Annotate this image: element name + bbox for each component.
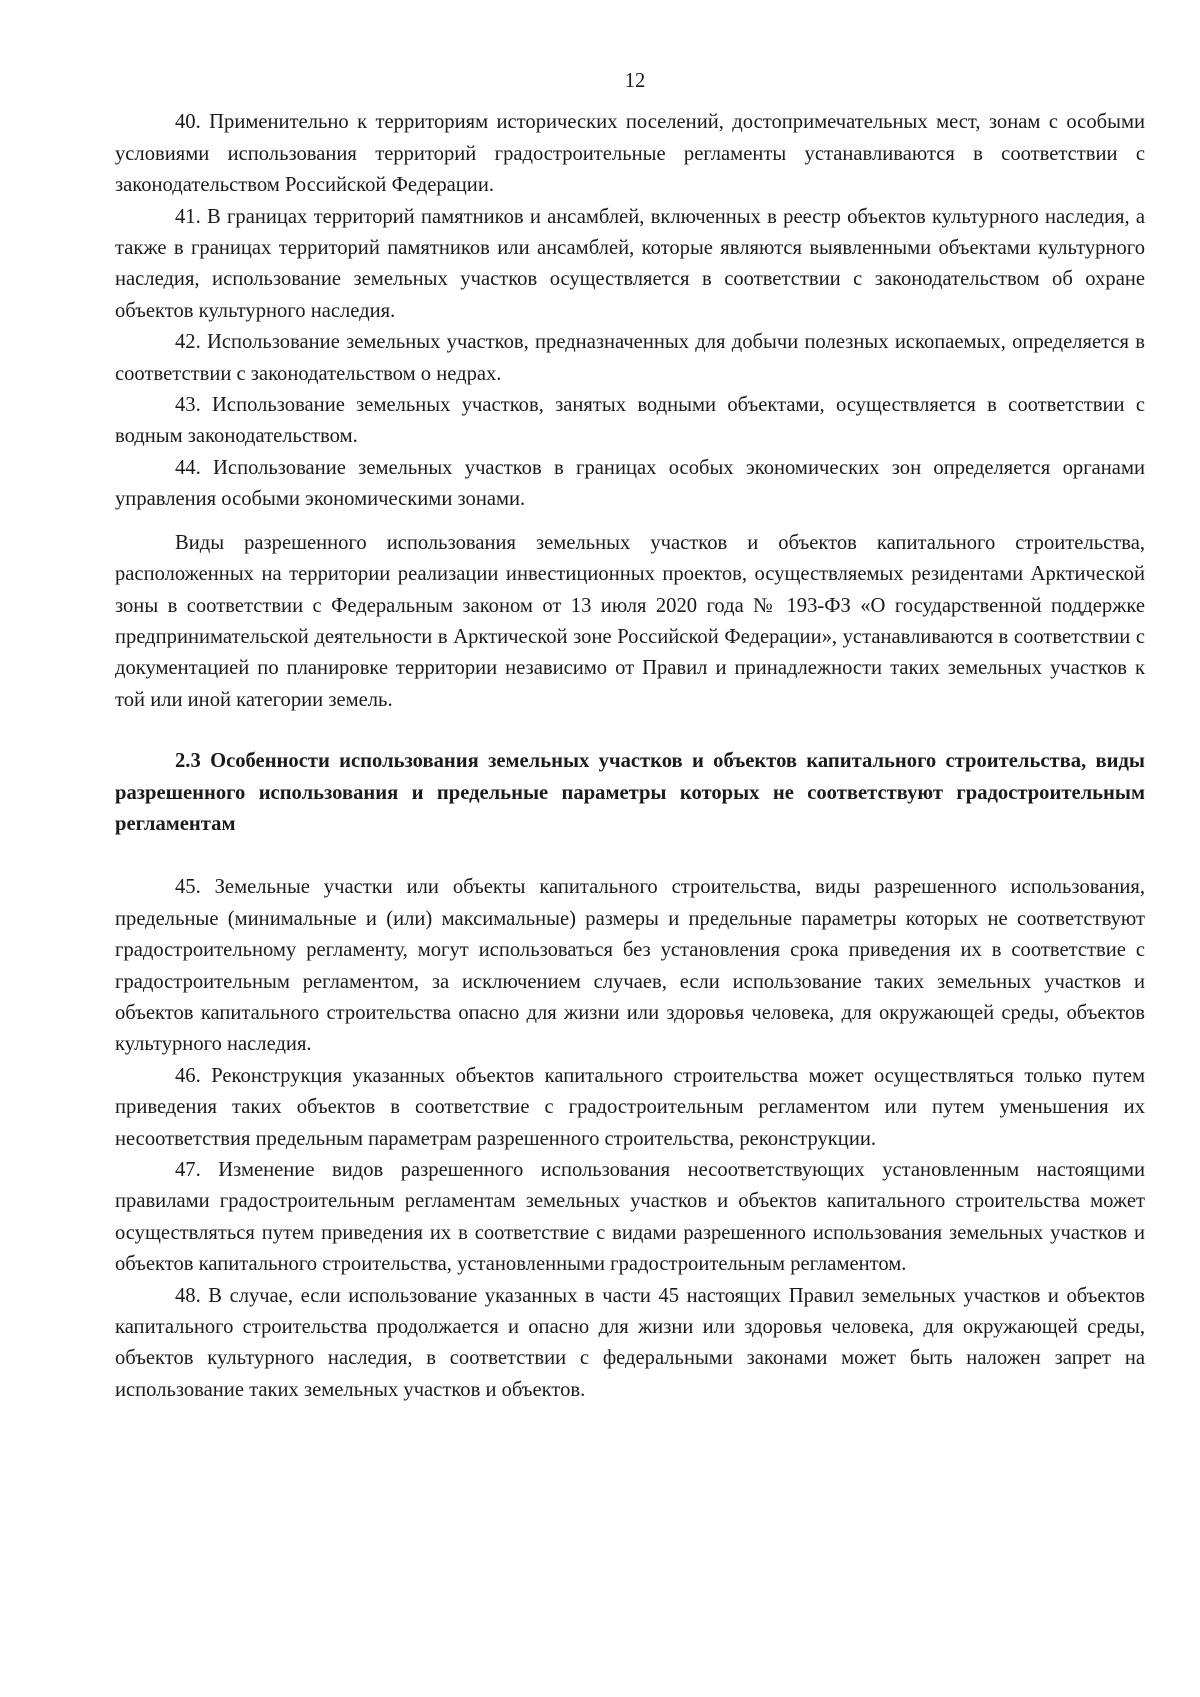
paragraph-48: 48. В случае, если использование указанных в части 45 настоящих Правил земельных участков и объектов капитального строительства продолжается и опасно для жизни или здоровья человека, для окружающей среды, объектов культурного наследия, в соответствии с федеральными законами может быть наложен запрет на использование таких земельных участков и объектов. [115,1284,1145,1401]
paragraph-arctic-zone: Виды разрешенного использования земельных участков и объектов капитального строительства, расположенных на территории реализации инвестиционных проектов, осуществляемых резидентами Арктической зоны в соответствии с Федеральным законом от 13 июля 2020 года № 193-ФЗ «О государственной поддержке предпринимательской деятельности в Арктической зоне Российской Федерации», устанавливаются в соответствии с документацией по планировке территории независимо от Правил и принадлежности таких земельных участков к той или иной категории земель. [115,531,1145,711]
paragraph-44: 44. Использование земельных участков в границах особых экономических зон определяется органами управления особыми экономическими зонами. [115,456,1145,511]
paragraph-46: 46. Реконструкция указанных объектов капитального строительства может осуществляться только путем приведения таких объектов в соответствие с градостроительным регламентом или путем уменьшения их несоответствия предельным параметрам разрешенного строительства, реконструкции. [115,1064,1145,1150]
paragraph-42: 42. Использование земельных участков, предназначенных для добычи полезных ископаемых, определяется в соответствии с законодательством о недрах. [115,331,1145,385]
paragraph-41: 41. В границах территорий памятников и ансамблей, включенных в реестр объектов культурного наследия, а также в границах территорий памятников или ансамблей, которые являются выявленными объектами культурного наследия, использование земельных участков осуществляется в соответствии с законодательством об охране объектов культурного наследия. [115,205,1145,322]
paragraph-45: 45. Земельные участки или объекты капитального строительства, виды разрешенного использования, предельные (минимальные и (или) максимальные) размеры и предельные параметры которых не соответствуют градостроительному регламенту, могут использоваться без установления срока приведения их в соответствие с градостроительным регламентом, за исключением случаев, если использование таких земельных участков и объектов капитального строительства опасно для жизни или здоровья человека, для окружающей среды, объектов культурного наследия. [115,876,1145,1056]
paragraph-43: 43. Использование земельных участков, занятых водными объектами, осуществляется в соответствии с водным законодательством. [115,394,1145,448]
page-number: 12 [624,70,646,92]
paragraph-40: 40. Применительно к территориям исторических поселений, достопримечательных мест, зонам с особыми условиями использования территорий градостроительные регламенты устанавливаются в соответствии с законодательством Российской Федерации. [115,111,1145,197]
paragraph-47: 47. Изменение видов разрешенного использования несоответствующих установленным настоящими правилами градостроительным регламентам земельных участков и объектов капитального строительства может осуществляться путем приведения их в соответствие с видами разрешенного использования земельных участков и объектов капитального строительства, установленными градостроительным регламентом. [115,1159,1145,1276]
section-heading: 2.3 Особенности использования земельных участков и объектов капитального строительства, виды разрешенного использования и предельные параметры которых не соответствуют градостроительным регламентам [115,750,1145,835]
